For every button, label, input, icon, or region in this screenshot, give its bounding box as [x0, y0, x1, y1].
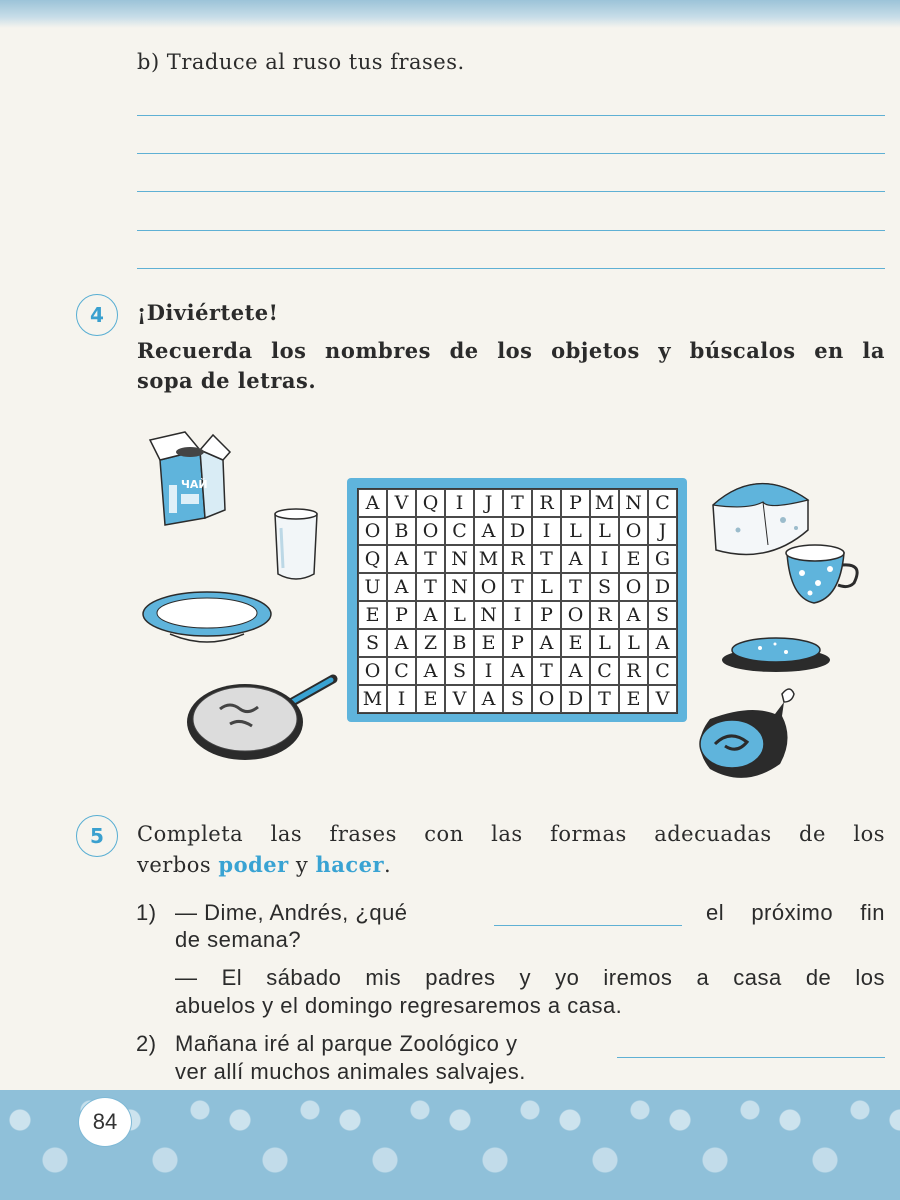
word-search-cell[interactable]: A: [416, 601, 445, 629]
frying-pan-picture: [185, 674, 340, 764]
tea-box-label: ЧАЙ: [181, 478, 208, 491]
period: .: [384, 853, 392, 877]
word-search-cell[interactable]: I: [532, 517, 561, 545]
word-search-cell[interactable]: A: [387, 629, 416, 657]
word-search-cell[interactable]: A: [387, 545, 416, 573]
word-search-cell[interactable]: R: [532, 489, 561, 517]
word-search-cell[interactable]: M: [590, 489, 619, 517]
word-search-cell[interactable]: V: [445, 685, 474, 713]
word-search-cell[interactable]: E: [358, 601, 387, 629]
word-search-cell[interactable]: Z: [416, 629, 445, 657]
item-2-sentence-part2: ver allí muchos animales salvajes.: [175, 1059, 526, 1084]
top-decorative-band: [0, 0, 900, 28]
tortilla-picture: [720, 630, 832, 675]
word-search-cell[interactable]: C: [445, 517, 474, 545]
word-search-cell[interactable]: O: [532, 685, 561, 713]
word-search-cell[interactable]: B: [445, 629, 474, 657]
word-search-cell[interactable]: C: [648, 489, 677, 517]
conjunction-y: y: [295, 853, 309, 877]
word-search-cell[interactable]: O: [416, 517, 445, 545]
writing-line-3[interactable]: [137, 191, 885, 192]
plate-picture: [140, 590, 275, 646]
word-search-cell[interactable]: E: [416, 685, 445, 713]
item-1-reply-line1: — El sábado mis padres y yo iremos a casa de los: [175, 965, 885, 990]
item-2-sentence-part1: Mañana iré al parque Zoológico y: [175, 1031, 518, 1056]
word-search-cell[interactable]: S: [445, 657, 474, 685]
word-search-cell[interactable]: C: [590, 657, 619, 685]
word-search-cell[interactable]: S: [648, 601, 677, 629]
word-search-cell[interactable]: Q: [416, 489, 445, 517]
word-search-cell[interactable]: T: [532, 657, 561, 685]
exercise-5-instruction-line2: [137, 852, 391, 877]
word-search-cell[interactable]: T: [561, 573, 590, 601]
cup-picture: [782, 543, 867, 613]
exercise-4-instruction-line2: sopa de letras.: [137, 368, 317, 393]
word-search-cell[interactable]: L: [590, 517, 619, 545]
word-search-cell[interactable]: L: [619, 629, 648, 657]
word-search-cell[interactable]: N: [445, 573, 474, 601]
word-search-cell[interactable]: G: [648, 545, 677, 573]
word-search-cell[interactable]: J: [474, 489, 503, 517]
item-1-question-part1: — Dime, Andrés, ¿qué: [175, 900, 408, 925]
page-number: 84: [78, 1097, 132, 1147]
word-search-cell[interactable]: T: [416, 573, 445, 601]
word-search-cell[interactable]: S: [503, 685, 532, 713]
word-search-puzzle: [347, 478, 687, 722]
word-search-grid: [357, 488, 678, 714]
word-search-cell[interactable]: O: [358, 657, 387, 685]
word-search-cell[interactable]: M: [474, 545, 503, 573]
word-search-cell[interactable]: A: [561, 657, 590, 685]
word-search-cell[interactable]: U: [358, 573, 387, 601]
word-search-cell[interactable]: E: [619, 545, 648, 573]
word-search-cell[interactable]: R: [590, 601, 619, 629]
bottom-decorative-band: [0, 1090, 900, 1200]
word-search-cell[interactable]: D: [561, 685, 590, 713]
word-search-cell[interactable]: P: [503, 629, 532, 657]
word-search-cell[interactable]: O: [561, 601, 590, 629]
word-search-cell[interactable]: V: [387, 489, 416, 517]
word-search-cell[interactable]: N: [619, 489, 648, 517]
word-search-cell[interactable]: O: [619, 517, 648, 545]
writing-line-1[interactable]: [137, 115, 885, 116]
writing-line-2[interactable]: [137, 153, 885, 154]
glass-picture: [272, 508, 320, 583]
word-search-cell[interactable]: C: [648, 657, 677, 685]
word-search-cell[interactable]: T: [503, 573, 532, 601]
item-2-answer-blank[interactable]: [617, 1057, 885, 1058]
word-search-cell[interactable]: P: [387, 601, 416, 629]
word-search-cell[interactable]: A: [648, 629, 677, 657]
word-search-cell[interactable]: T: [532, 545, 561, 573]
word-search-cell[interactable]: I: [590, 545, 619, 573]
word-search-cell[interactable]: T: [503, 489, 532, 517]
exercise-5-number: 5: [76, 815, 118, 857]
section-b-instruction: b) Traduce al ruso tus frases.: [137, 50, 465, 74]
word-search-cell[interactable]: O: [619, 573, 648, 601]
ham-picture: [690, 684, 800, 784]
word-search-cell[interactable]: N: [474, 601, 503, 629]
word-search-cell[interactable]: A: [474, 685, 503, 713]
word-search-cell[interactable]: R: [503, 545, 532, 573]
word-search-cell[interactable]: L: [532, 573, 561, 601]
word-search-cell[interactable]: A: [619, 601, 648, 629]
item-1-question-part2: el próximo fin: [706, 900, 885, 925]
word-search-cell[interactable]: S: [590, 573, 619, 601]
item-1-number: 1): [136, 900, 157, 925]
word-search-cell[interactable]: O: [474, 573, 503, 601]
verb-poder: poder: [218, 852, 289, 877]
word-search-cell[interactable]: L: [445, 601, 474, 629]
word-search-cell[interactable]: L: [561, 517, 590, 545]
word-search-cell[interactable]: C: [387, 657, 416, 685]
word-search-cell[interactable]: A: [474, 517, 503, 545]
word-search-cell[interactable]: E: [619, 685, 648, 713]
word-search-cell[interactable]: E: [474, 629, 503, 657]
word-search-cell[interactable]: A: [503, 657, 532, 685]
writing-line-5[interactable]: [137, 268, 885, 269]
word-search-cell[interactable]: B: [387, 517, 416, 545]
word-search-cell[interactable]: Q: [358, 545, 387, 573]
item-1-question-part3: de semana?: [175, 927, 302, 952]
word-search-cell[interactable]: L: [590, 629, 619, 657]
word-search-cell[interactable]: J: [648, 517, 677, 545]
word-search-cell[interactable]: A: [416, 657, 445, 685]
verb-hacer: hacer: [315, 852, 385, 877]
exercise-5-instruction-line1: Completa las frases con las formas adecuadas de los: [137, 822, 885, 846]
word-search-cell[interactable]: A: [561, 545, 590, 573]
word-search-cell[interactable]: I: [474, 657, 503, 685]
writing-line-4[interactable]: [137, 230, 885, 231]
word-search-cell[interactable]: D: [503, 517, 532, 545]
word-search-cell[interactable]: A: [532, 629, 561, 657]
word-search-cell[interactable]: A: [358, 489, 387, 517]
word-search-cell[interactable]: I: [387, 685, 416, 713]
word-search-cell[interactable]: A: [387, 573, 416, 601]
item-2-number: 2): [136, 1031, 157, 1056]
word-search-cell[interactable]: M: [358, 685, 387, 713]
word-search-cell[interactable]: I: [445, 489, 474, 517]
item-1-reply-line2: abuelos y el domingo regresaremos a casa.: [175, 993, 623, 1018]
word-search-cell[interactable]: T: [590, 685, 619, 713]
tea-box-picture: [145, 430, 235, 525]
word-search-cell[interactable]: R: [619, 657, 648, 685]
word-search-cell[interactable]: S: [358, 629, 387, 657]
word-search-cell[interactable]: P: [561, 489, 590, 517]
verbos-label: verbos: [137, 853, 212, 877]
word-search-cell[interactable]: O: [358, 517, 387, 545]
word-search-cell[interactable]: E: [561, 629, 590, 657]
item-1-answer-blank[interactable]: [494, 925, 682, 926]
word-search-cell[interactable]: T: [416, 545, 445, 573]
word-search-cell[interactable]: V: [648, 685, 677, 713]
word-search-cell[interactable]: I: [503, 601, 532, 629]
exercise-4-instruction-line1: Recuerda los nombres de los objetos y búscalos en la: [137, 338, 885, 363]
exercise-4-number: 4: [76, 294, 118, 336]
word-search-cell[interactable]: D: [648, 573, 677, 601]
exercise-4-title: ¡Diviértete!: [137, 300, 279, 325]
word-search-cell[interactable]: P: [532, 601, 561, 629]
word-search-cell[interactable]: N: [445, 545, 474, 573]
